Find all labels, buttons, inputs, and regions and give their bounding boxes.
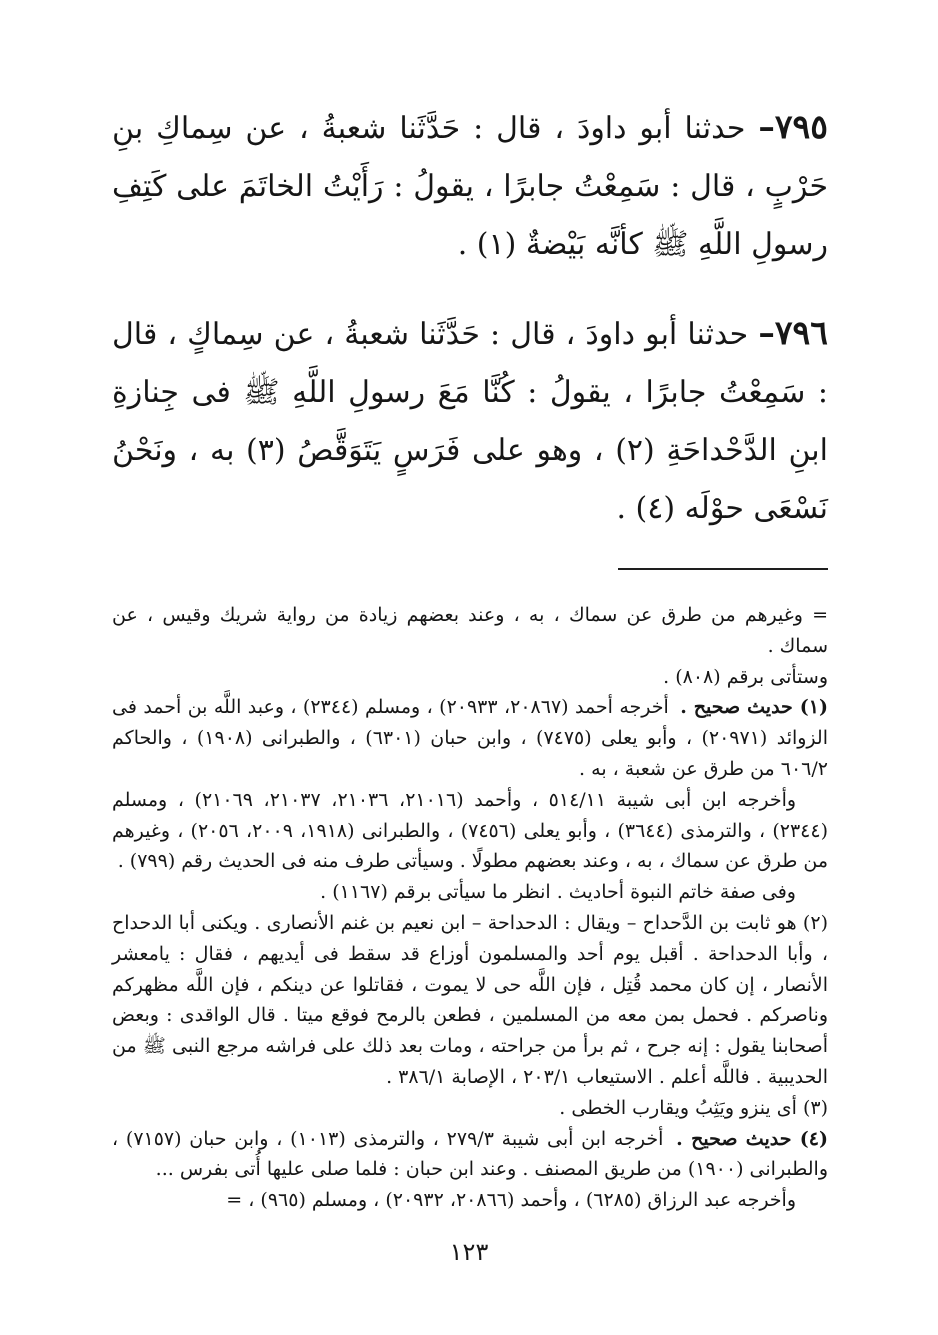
hadith-text: حدثنا أبو داودَ ، قال : حَدَّثَنا شعبةُ ، عن سِماكِ بنِ حَرْبٍ ، قال : سَمِعْتُ جابرًا ، يقولُ : رَأَيْتُ الخاتَمَ على كَتِفِ رسولِ اللَّهِ ﷺ كأنَّه بَيْضةٌ (١) . (112, 111, 828, 262)
page-number: ١٢٣ (449, 1238, 489, 1266)
hadith-795 (112, 98, 828, 274)
footnote-divider (618, 568, 828, 570)
footnote-paragraph: وأخرجه ابن أبى شيبة ٥١٤/١١ ، وأحمد (٢١٠١٦، ٢١٠٣٦، ٢١٠٣٧، ٢١٠٦٩) ، ومسلم (٢٣٤٤) ، والترمذى (٣٦٤٤) ، وأبو يعلى (٧٤٥٦) ، والطبرانى (١٩١٨، ٢٠٠٩، ٢٠٥٦) ، وغيرهم من طرق عن سماك ، به ، وعند بعضهم مطولًا . وسيأتى طرف منه فى الحديث رقم (٧٩٩) . (112, 788, 829, 873)
footnote-continuation: = وغيرهم من طرق عن سماك ، به ، وعند بعضهم زيادة من رواية شريك وقيس ، عن سماك . (112, 604, 828, 657)
footnote-2: (٢) هو ثابت بن الدَّحداح – ويقال : الدحداحة – ابن نعيم بن غنم الأنصارى . ويكنى أبا الدحداح ، وأبا الدحداحة . أقبل يوم أحد والمسلمون أوزاع قد سقط فى أيديهم ، فقال : يامعشر الأنصار ، إن كان محمد قُتِل ، فإن اللَّه حى لا يموت ، فقاتلوا عن دينكم ، فإن اللَّه مظهركم وناصركم . فحمل بمن معه من المسلمين ، فطعن بالرمح فوقع ميتا . قال الواقدى : وبعض أصحابنا يقول : إنه جرح ، ثم برأ من جراحته ، ومات بعد ذلك على فراشه مرجع النبى ﷺ من الحديبية . فاللَّه أعلم . الاستيعاب ٢٠٣/١ ، الإصابة ٣٨٦/١ . (112, 911, 828, 1088)
hadith-number: ٧٩٥– (758, 107, 828, 146)
footnote-paragraph: وفى صفة خاتم النبوة أحاديث . انظر ما سيأتى برقم (١١٦٧) . (320, 881, 796, 904)
hadith-number: ٧٩٦– (758, 313, 828, 352)
footnotes (112, 600, 828, 1216)
footnote-1 (112, 692, 828, 784)
footnote-text: أخرجه ابن أبى شيبة ٢٧٩/٣ ، والترمذى (١٠١٣) ، وابن حبان (٧١٥٧) ، والطبرانى (١٩٠٠) من طريق المصنف . وعند ابن حبان : فلما صلى عليها أُتى بفرس ... (112, 1127, 828, 1181)
book-page (112, 68, 828, 1216)
footnote-marker: (٤) حديث صحيح . (676, 1127, 829, 1150)
footnote-continuation-reference: وستأتى برقم (٨٠٨) . (663, 665, 828, 688)
hadith-796 (112, 304, 828, 538)
footnote-paragraph: وأخرجه عبد الرزاق (٦٢٨٥) ، وأحمد (٢٠٨٦٦، ٢٠٩٣٢) ، ومسلم (٩٦٥) ، = (226, 1189, 796, 1212)
footnote-marker: (١) حديث صحيح . (680, 696, 828, 719)
footnote-text: أخرجه أحمد (٢٠٨٦٧، ٢٠٩٣٣) ، ومسلم (٢٣٤٤) ، وعبد اللَّه بن أحمد فى الزوائد (٢٠٩٧١) ، وأبو يعلى (٧٤٧٥) ، وابن حبان (٦٣٠١) ، والطبرانى (١٩٠٨) ، والحاكم ٦٠٦/٢ من طرق عن شعبة ، به . (112, 696, 828, 780)
hadith-text: حدثنا أبو داودَ ، قال : حَدَّثَنا شعبةُ ، عن سِماكٍ ، قال : سَمِعْتُ جابرًا ، يقولُ : كُنَّا مَعَ رسولِ اللَّهِ ﷺ فى جِنازةِ ابنِ الدَّحْداحَةِ (٢) ، وهو على فَرَسٍ يَتَوَقَّصُ (٣) به ، ونَحْنُ نَسْعَى حوْلَه (٤) . (112, 317, 828, 526)
footnote-3: (٣) أى ينزو ويَثِبُ ويقارب الخطى . (559, 1096, 828, 1119)
footnote-4 (112, 1124, 828, 1186)
